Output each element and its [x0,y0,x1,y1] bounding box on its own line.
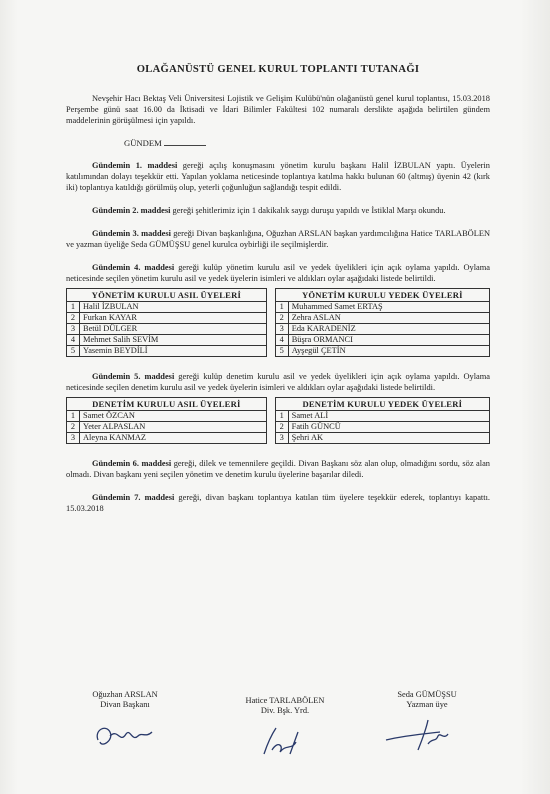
member-name: Samet ÖZCAN [80,411,267,422]
table-row [67,422,490,433]
member-name: Halil İZBULAN [80,302,267,313]
agenda-item-3 [66,228,490,250]
agenda-item-1-text: gereği açılış konuşmasını yönetim kurulu başkanı Halil İZBULAN yaptı. Üyelerin katılımından dolayı teşekkür etti. Yapılan yoklama neticesinde toplantıya katılma hakkı bulunan 60 (altmış) üyenin 42 (kırk iki) toplantıya katıldığı görülmüş olup, yeterli çoğunluğun sağlandığı tespit edildi. [66,161,490,192]
row-number: 3 [67,324,80,335]
agenda-heading [124,138,490,148]
member-name: Samet ALİ [288,411,489,422]
table-row [67,411,490,422]
document-title: OLAĞANÜSTÜ GENEL KURUL TOPLANTI TUTANAĞI [136,64,420,75]
row-number: 3 [275,433,288,444]
member-name: Eda KARADENİZ [288,324,489,335]
signatory-name: Hatice TARLABÖLEN [245,696,325,705]
row-number: 4 [275,335,288,346]
row-number: 1 [275,302,288,313]
member-name: Furkan KAYAR [80,313,267,324]
table-row [67,302,490,313]
agenda-item-2-text: gereği şehitlerimiz için 1 dakikalık saygı duruşu yapıldı ve İstiklal Marşı okundu. [170,206,446,215]
signature-yazman-uye [372,690,482,756]
signatory-name: Seda GÜMÜŞSU [397,690,457,699]
audit-table-header [67,398,490,411]
agenda-item-7-label: Gündemin 7. maddesi [92,493,175,502]
agenda-item-7 [66,492,490,514]
signatory-role: Div. Bşk. Yrd. [260,706,310,715]
row-number: 4 [67,335,80,346]
intro-paragraph: Nevşehir Hacı Bektaş Veli Üniversitesi Lojistik ve Gelişim Kulübü'nün olağanüstü genel kurul toplantısı, 15.03.2018 Perşembe günü saat 16.00 da İktisadi ve İdari Bilimler Fakültesi 102 numaralı derslikte aşağıda belirtilen gündem maddelerinin görüşülmesi için yapıldı. [66,94,490,125]
signatory-name: Oğuzhan ARSLAN [92,690,158,699]
handwritten-signature [250,720,320,760]
table-row [67,346,490,357]
agenda-item-2-label: Gündemin 2. maddesi [92,206,171,215]
agenda-item-4-label: Gündemin 4. maddesi [92,263,175,272]
agenda-item-4-text: gereği kulüp yönetim kurulu asil ve yedek üyelikleri için açık oylama yapıldı. Oylama neticesinde seçilen yönetim kurulu asil ve yedek üyelerin isimleri ve aldıkları oylar aşağıdaki listede belirtildi. [66,263,490,283]
agenda-item-4 [66,262,490,284]
audit-yedek-header: DENETİM KURULU YEDEK ÜYELERİ [275,398,489,411]
handwritten-signature [382,714,472,756]
table-row [67,335,490,346]
row-number: 2 [275,313,288,324]
row-number: 2 [67,313,80,324]
agenda-item-5 [66,371,490,393]
agenda-item-3-text: gereği Divan başkanlığına, Oğuzhan ARSLAN başkan yardımcılığına Hatice TARLABÖLEN ve yazman üyeliğe Seda GÜMÜŞSU genel kurulca oybirliği ile seçilmişlerdir. [66,229,490,249]
agenda-item-3-label: Gündemin 3. maddesi [92,229,171,238]
row-number: 1 [67,411,80,422]
agenda-item-1-label: Gündemin 1. maddesi [92,161,178,170]
member-name: Yasemin BEYDİLİ [80,346,267,357]
member-name: Mehmet Salih SEVİM [80,335,267,346]
management-board-table [66,288,490,357]
table-row [67,313,490,324]
agenda-item-1 [66,160,490,193]
row-number: 2 [67,422,80,433]
row-number: 5 [275,346,288,357]
management-yedek-header: YÖNETİM KURULU YEDEK ÜYELERİ [275,289,489,302]
signatory-role: Yazman üye [406,700,448,709]
row-number: 1 [67,302,80,313]
signatory-role: Divan Başkanı [100,700,150,709]
row-number: 1 [275,411,288,422]
agenda-item-2 [66,205,490,216]
row-number: 5 [67,346,80,357]
signature-block [0,684,550,794]
member-name: Zehra ASLAN [288,313,489,324]
agenda-label: GÜNDEM [124,138,162,148]
row-number: 3 [67,433,80,444]
agenda-item-6-label: Gündemin 6. maddesi [92,459,172,468]
row-number: 2 [275,422,288,433]
management-asil-header: YÖNETİM KURULU ASIL ÜYELERİ [67,289,267,302]
member-name: Muhammed Samet ERTAŞ [288,302,489,313]
member-name: Büşra ORMANCI [288,335,489,346]
table-row [67,433,490,444]
agenda-item-6-text: gereği, dilek ve temennilere geçildi. Divan Başkanı söz alan olup, olmadığını sordu, söz alan olmadı. Divan başkanı yeni seçilen yönetim ve denetim kurulu üyelerine başarılar diledi. [66,459,490,479]
agenda-item-7-text: gereği, divan başkanı toplantıya katılan tüm üyelere teşekkür ederek, toplantıyı kapattı. 15.03.2018 [66,493,490,513]
agenda-item-5-label: Gündemin 5. maddesi [92,372,175,381]
management-table-header [67,289,490,302]
agenda-underline [164,145,206,146]
agenda-item-5-text: gereği kulüp denetim kurulu asil ve yedek üyelikleri için açık oylama yapıldı. Oylama neticesinde seçilen denetim kurulu asil ve yedek üyelerin isimleri ve aldıkları oylar aşağıdaki listede belirtildi. [66,372,490,392]
audit-asil-header: DENETİM KURULU ASIL ÜYELERİ [67,398,267,411]
signature-divan-baskan-yardimcisi [230,696,340,760]
table-row [67,324,490,335]
member-name: Şehri AK [288,433,489,444]
signature-divan-baskani [70,690,180,754]
handwritten-signature [90,714,160,754]
member-name: Ayşegül ÇETİN [288,346,489,357]
member-name: Yeter ALPASLAN [80,422,267,433]
audit-board-table [66,397,490,444]
row-number: 3 [275,324,288,335]
agenda-item-6 [66,458,490,480]
member-name: Aleyna KANMAZ [80,433,267,444]
member-name: Fatih GÜNCÜ [288,422,489,433]
member-name: Betül DÜLGER [80,324,267,335]
